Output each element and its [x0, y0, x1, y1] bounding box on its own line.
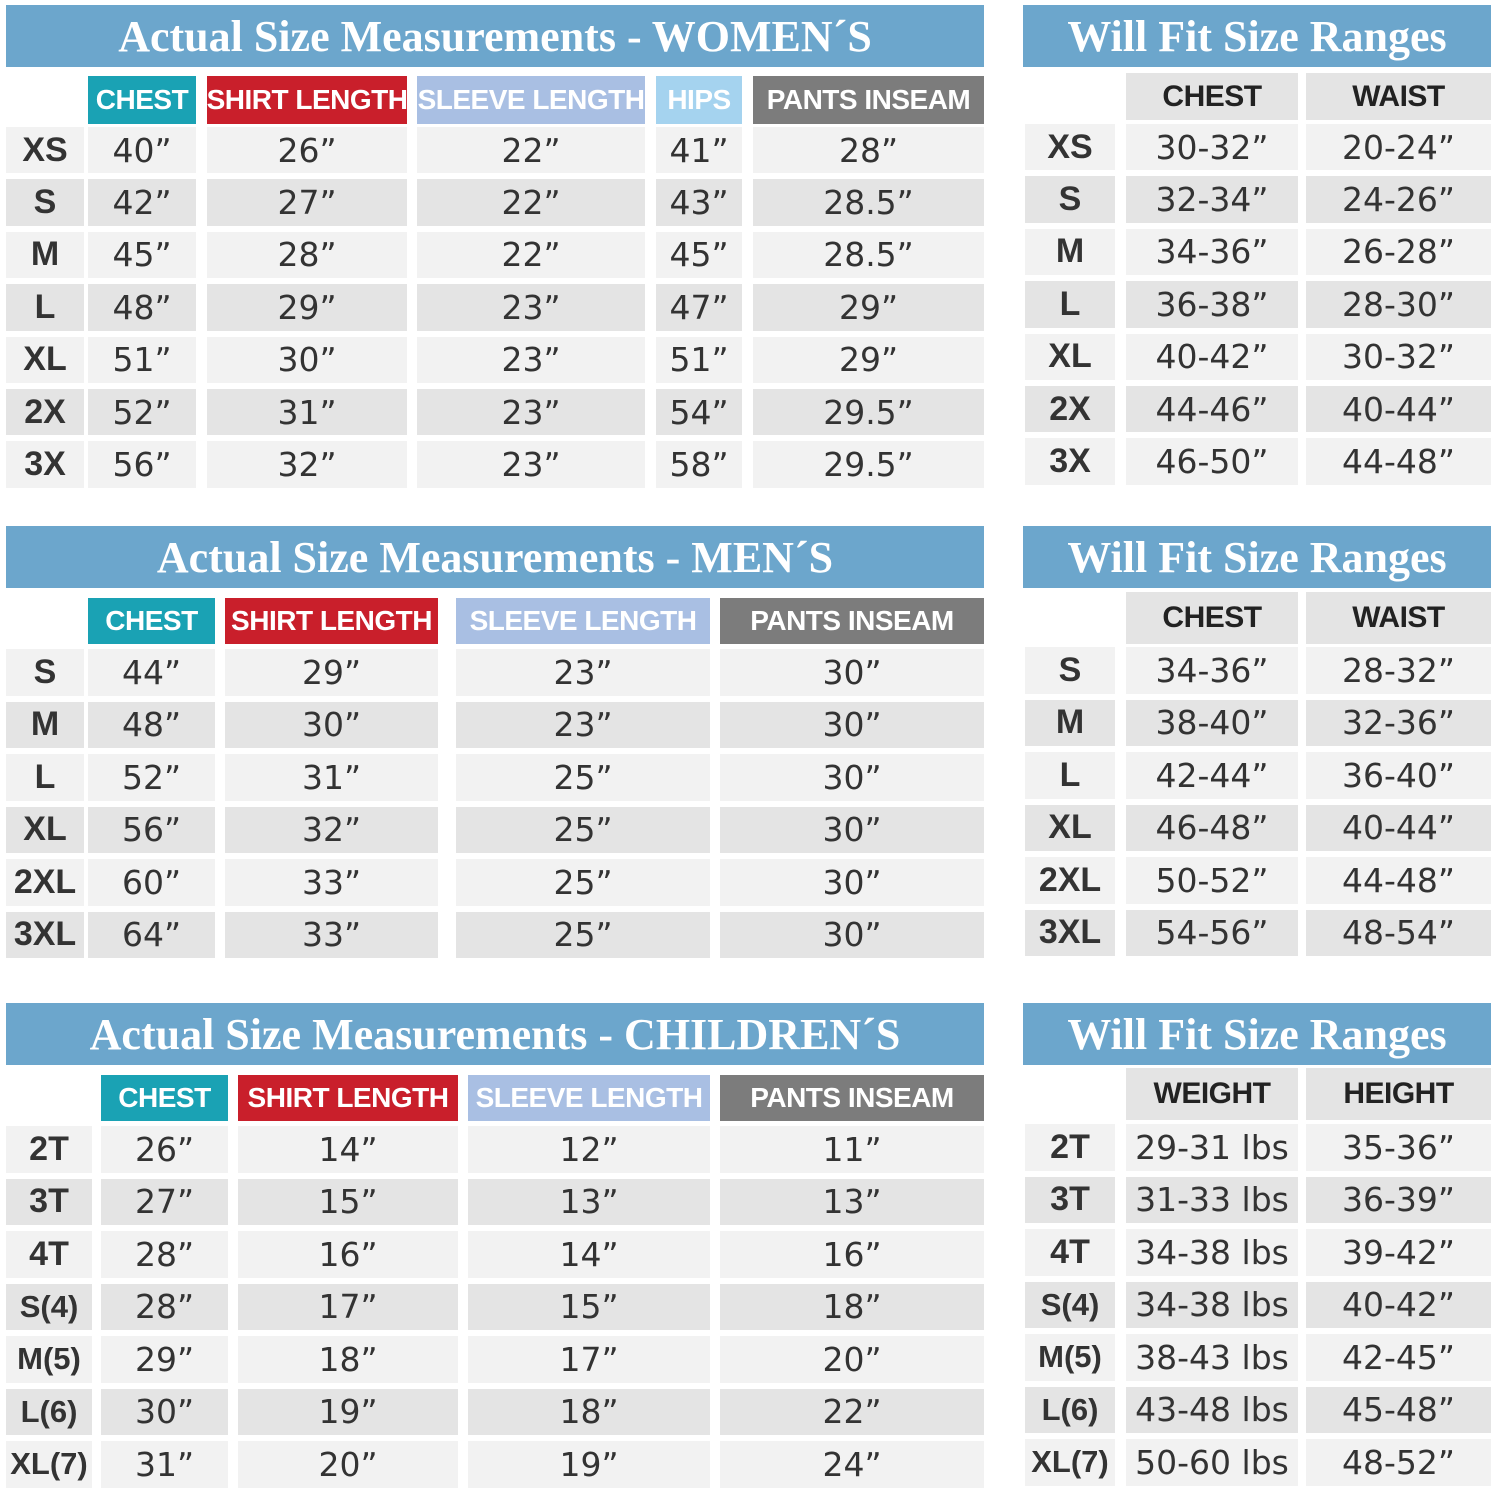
table-cell: 25” [456, 912, 710, 959]
size-label: S(4) [6, 1284, 92, 1331]
table-cell: 32-36” [1306, 700, 1491, 747]
size-label: M(5) [1025, 1334, 1115, 1381]
column-header-waist: WAIST [1306, 73, 1491, 120]
table-cell: 30” [720, 649, 984, 696]
column-header-sleeve-length: SLEEVE LENGTH [417, 76, 645, 124]
table-cell: 30” [720, 859, 984, 906]
table-cell: 17” [238, 1284, 458, 1331]
size-label: 3T [6, 1179, 92, 1226]
table-title: Will Fit Size Ranges [1023, 5, 1491, 67]
table-cell: 29-31 lbs [1126, 1124, 1298, 1171]
table-cell: 16” [720, 1231, 984, 1278]
table-cell: 18” [720, 1284, 984, 1331]
size-label: XS [1025, 124, 1115, 170]
size-label: 2T [1025, 1124, 1115, 1171]
table-cell: 48-54” [1306, 910, 1491, 957]
table-cell: 23” [456, 649, 710, 696]
column-header-chest: CHEST [88, 598, 215, 644]
table-cell: 24” [720, 1441, 984, 1488]
table-cell: 30” [720, 702, 984, 749]
table-cell: 23” [417, 337, 645, 383]
table-title: Actual Size Measurements - CHILDREN´S [6, 1003, 984, 1065]
table-cell: 19” [468, 1441, 710, 1488]
table-cell: 25” [456, 754, 710, 801]
column-header-pants-inseam: PANTS INSEAM [720, 1075, 984, 1121]
table-cell: 38-43 lbs [1126, 1334, 1298, 1381]
table-cell: 23” [456, 702, 710, 749]
table-cell: 40” [88, 127, 196, 173]
column-header-sleeve-length: SLEEVE LENGTH [468, 1075, 710, 1121]
size-label: L [1025, 281, 1115, 327]
size-label: L [6, 754, 84, 801]
table-cell: 14” [468, 1231, 710, 1278]
table-cell: 46-48” [1126, 805, 1298, 852]
table-cell: 35-36” [1306, 1124, 1491, 1171]
table-cell: 52” [88, 754, 215, 801]
table-cell: 48” [88, 702, 215, 749]
size-label: 2X [6, 389, 84, 435]
table-cell: 40-42” [1126, 334, 1298, 380]
table-cell: 13” [720, 1179, 984, 1226]
table-cell: 24-26” [1306, 176, 1491, 222]
size-label: XL [1025, 334, 1115, 380]
table-cell: 60” [88, 859, 215, 906]
size-label: S [1025, 647, 1115, 694]
table-cell: 29” [101, 1336, 228, 1383]
table-cell: 46-50” [1126, 438, 1298, 484]
table-cell: 30” [207, 337, 407, 383]
size-label: L(6) [1025, 1387, 1115, 1434]
table-cell: 45” [88, 232, 196, 278]
size-label: 2XL [6, 859, 84, 906]
table-cell: 31” [207, 389, 407, 435]
column-header-weight: WEIGHT [1126, 1068, 1298, 1120]
table-cell: 43” [656, 179, 742, 225]
table-cell: 47” [656, 284, 742, 330]
table-cell: 43-48 lbs [1126, 1387, 1298, 1434]
column-header-pants-inseam: PANTS INSEAM [720, 598, 984, 644]
column-header-pants-inseam: PANTS INSEAM [753, 76, 984, 124]
size-label: XL [6, 807, 84, 854]
table-cell: 30” [720, 754, 984, 801]
table-title: Actual Size Measurements - WOMEN´S [6, 5, 984, 67]
table-cell: 42” [88, 179, 196, 225]
table-cell: 28.5” [753, 179, 984, 225]
table-cell: 58” [656, 441, 742, 487]
table-cell: 11” [720, 1126, 984, 1173]
size-label: M [1025, 229, 1115, 275]
table-cell: 40-42” [1306, 1282, 1491, 1329]
size-label: M [6, 232, 84, 278]
table-cell: 45” [656, 232, 742, 278]
size-label: XL [1025, 805, 1115, 852]
table-cell: 17” [468, 1336, 710, 1383]
column-header-chest: CHEST [101, 1075, 228, 1121]
table-cell: 26” [101, 1126, 228, 1173]
table-cell: 36-38” [1126, 281, 1298, 327]
column-header-height: HEIGHT [1306, 1068, 1491, 1120]
table-cell: 16” [238, 1231, 458, 1278]
size-label: L [6, 284, 84, 330]
table-cell: 22” [417, 232, 645, 278]
table-cell: 40-44” [1306, 386, 1491, 432]
table-cell: 23” [417, 441, 645, 487]
size-label: 3XL [1025, 910, 1115, 957]
size-label: XS [6, 127, 84, 173]
table-cell: 27” [101, 1179, 228, 1226]
size-label: 2X [1025, 386, 1115, 432]
size-label: 2T [6, 1126, 92, 1173]
table-cell: 28” [207, 232, 407, 278]
table-cell: 48” [88, 284, 196, 330]
table-title: Actual Size Measurements - MEN´S [6, 526, 984, 588]
table-cell: 29.5” [753, 441, 984, 487]
column-header-chest: CHEST [1126, 73, 1298, 120]
table-cell: 36-39” [1306, 1177, 1491, 1224]
table-cell: 34-36” [1126, 229, 1298, 275]
table-cell: 32-34” [1126, 176, 1298, 222]
column-header-shirt-length: SHIRT LENGTH [207, 76, 407, 124]
table-cell: 45-48” [1306, 1387, 1491, 1434]
table-cell: 22” [417, 127, 645, 173]
table-cell: 28” [101, 1284, 228, 1331]
table-cell: 23” [417, 284, 645, 330]
table-cell: 52” [88, 389, 196, 435]
size-label: L(6) [6, 1389, 92, 1436]
size-label: S [6, 649, 84, 696]
column-header-hips: HIPS [656, 76, 742, 124]
table-cell: 56” [88, 807, 215, 854]
table-cell: 13” [468, 1179, 710, 1226]
table-cell: 51” [88, 337, 196, 383]
table-cell: 20” [238, 1441, 458, 1488]
size-label: 3T [1025, 1177, 1115, 1224]
table-cell: 51” [656, 337, 742, 383]
table-cell: 44-48” [1306, 438, 1491, 484]
table-cell: 23” [417, 389, 645, 435]
table-cell: 29” [753, 337, 984, 383]
table-cell: 22” [720, 1389, 984, 1436]
size-label: 2XL [1025, 857, 1115, 904]
table-cell: 56” [88, 441, 196, 487]
size-label: 3X [1025, 438, 1115, 484]
table-cell: 18” [468, 1389, 710, 1436]
table-cell: 29.5” [753, 389, 984, 435]
table-cell: 41” [656, 127, 742, 173]
size-label: S(4) [1025, 1282, 1115, 1329]
table-cell: 38-40” [1126, 700, 1298, 747]
size-label: M(5) [6, 1336, 92, 1383]
table-cell: 30” [720, 912, 984, 959]
size-label: XL(7) [1025, 1439, 1115, 1486]
table-cell: 12” [468, 1126, 710, 1173]
table-cell: 22” [417, 179, 645, 225]
column-header-chest: CHEST [1126, 592, 1298, 644]
table-cell: 25” [456, 807, 710, 854]
table-cell: 26-28” [1306, 229, 1491, 275]
column-header-waist: WAIST [1306, 592, 1491, 644]
table-cell: 33” [225, 912, 438, 959]
table-cell: 34-36” [1126, 647, 1298, 694]
table-cell: 34-38 lbs [1126, 1229, 1298, 1276]
column-header-shirt-length: SHIRT LENGTH [238, 1075, 458, 1121]
table-cell: 44-48” [1306, 857, 1491, 904]
table-cell: 54-56” [1126, 910, 1298, 957]
table-cell: 30-32” [1126, 124, 1298, 170]
table-cell: 15” [238, 1179, 458, 1226]
table-cell: 44” [88, 649, 215, 696]
table-cell: 54” [656, 389, 742, 435]
table-cell: 28” [753, 127, 984, 173]
table-cell: 39-42” [1306, 1229, 1491, 1276]
table-cell: 20” [720, 1336, 984, 1383]
table-cell: 28.5” [753, 232, 984, 278]
table-cell: 34-38 lbs [1126, 1282, 1298, 1329]
size-label: M [6, 702, 84, 749]
size-label: 4T [1025, 1229, 1115, 1276]
table-cell: 30” [720, 807, 984, 854]
table-cell: 33” [225, 859, 438, 906]
table-cell: 29” [753, 284, 984, 330]
table-cell: 31” [101, 1441, 228, 1488]
column-header-sleeve-length: SLEEVE LENGTH [456, 598, 710, 644]
table-cell: 50-52” [1126, 857, 1298, 904]
table-cell: 50-60 lbs [1126, 1439, 1298, 1486]
size-label: L [1025, 752, 1115, 799]
table-cell: 27” [207, 179, 407, 225]
size-label: S [1025, 176, 1115, 222]
table-cell: 42-45” [1306, 1334, 1491, 1381]
table-title: Will Fit Size Ranges [1023, 1003, 1491, 1065]
table-cell: 20-24” [1306, 124, 1491, 170]
table-cell: 25” [456, 859, 710, 906]
table-cell: 48-52” [1306, 1439, 1491, 1486]
column-header-shirt-length: SHIRT LENGTH [225, 598, 438, 644]
table-cell: 29” [207, 284, 407, 330]
size-label: M [1025, 700, 1115, 747]
table-cell: 31-33 lbs [1126, 1177, 1298, 1224]
table-cell: 36-40” [1306, 752, 1491, 799]
size-label: 4T [6, 1231, 92, 1278]
table-cell: 31” [225, 754, 438, 801]
size-label: XL [6, 337, 84, 383]
table-cell: 18” [238, 1336, 458, 1383]
size-label: 3X [6, 441, 84, 487]
table-cell: 30” [101, 1389, 228, 1436]
table-cell: 14” [238, 1126, 458, 1173]
table-cell: 30” [225, 702, 438, 749]
table-title: Will Fit Size Ranges [1023, 526, 1491, 588]
table-cell: 15” [468, 1284, 710, 1331]
table-cell: 64” [88, 912, 215, 959]
table-cell: 29” [225, 649, 438, 696]
size-label: S [6, 179, 84, 225]
table-cell: 42-44” [1126, 752, 1298, 799]
table-cell: 19” [238, 1389, 458, 1436]
table-cell: 44-46” [1126, 386, 1298, 432]
table-cell: 40-44” [1306, 805, 1491, 852]
table-cell: 28” [101, 1231, 228, 1278]
table-cell: 26” [207, 127, 407, 173]
table-cell: 32” [225, 807, 438, 854]
table-cell: 28-30” [1306, 281, 1491, 327]
table-cell: 32” [207, 441, 407, 487]
size-label: 3XL [6, 912, 84, 959]
size-label: XL(7) [6, 1441, 92, 1488]
table-cell: 30-32” [1306, 334, 1491, 380]
table-cell: 28-32” [1306, 647, 1491, 694]
column-header-chest: CHEST [88, 76, 196, 124]
